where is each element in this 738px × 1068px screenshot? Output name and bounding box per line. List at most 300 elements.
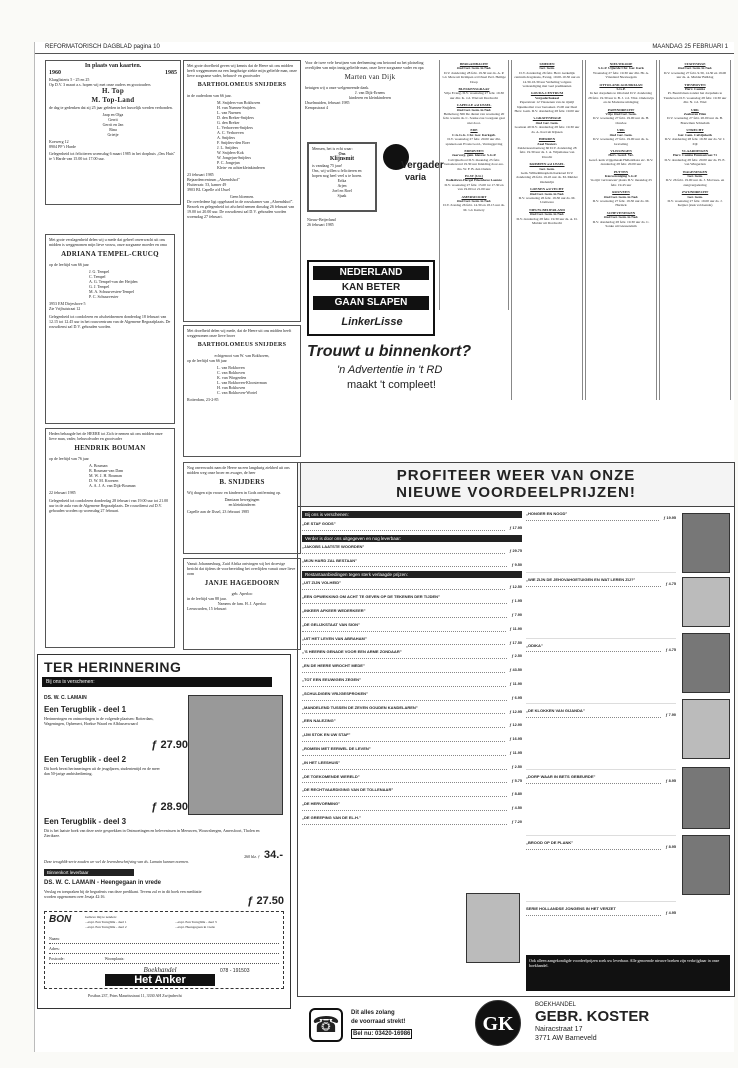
book-cover [682,513,730,573]
church-details: D.V. donderdag 28 febr. 19.30 uur ds. C. Sonke uit Giessendam [592,219,650,228]
promo-item-text [526,722,676,770]
thanks-address: Kempsstraat 4 [305,105,328,110]
order-form [44,911,284,989]
family-name: K. van Wingerden [217,375,247,380]
trouw-sub: 'n Advertentie in 't RD [337,364,443,376]
church-details: D.V. woensdag 27 febr. 9.30, 14.30 en 19.00 uur ds. A. Mulder Bidldag [663,70,727,80]
promo-item [302,746,522,756]
church-denomination: Oud Ger. Gem. [609,132,633,137]
vergader-logo [381,142,444,190]
upcoming-description: Verslag en toespraken bij de begrafenis van deze predikant. Tevens zal er in dit boek een meditatie worden opgenomen over Jesaja 42:16. [44,889,202,899]
promo-item-price: ƒ 2.50 [511,764,522,769]
promo-item-title: „EN DE HEERE WROCHT MEDE" [302,663,365,669]
promo-item [526,643,676,653]
family-name: W. Jongejan-Snijders [217,155,252,160]
promo-item-price: ƒ 8.95 [665,844,676,849]
church-details: D.V. Zondag 26 febr. 14.30 en 18.15 uur ds. M. v.d. Kettery [443,203,505,212]
card-text: Op D.V. 3 maart a.s. hopen wij met onze ouders en grootouders [49,82,151,87]
promo-item-price: ƒ 4.75 [665,581,676,586]
church-denomination: Kolkdreve-Hergel Eikenhove Laatste [446,178,502,183]
church-service [514,208,580,226]
family-name: L. van Nuenen [217,110,241,115]
bon-line: ...expl. Een Terugblik - deel 1 [85,920,127,924]
church-place: EDE [470,128,478,133]
obituary-date: 22 februari 1985 [49,490,76,495]
postcode-field[interactable]: Postcode: [49,956,65,961]
promo-item-title: „MANDELEND TUSSEN DE ZEVEN GOUDEN KANDELAREN" [302,704,418,710]
name-field[interactable]: Naam: [49,934,279,944]
church-place: 's-GRAVENHAGE [532,116,562,121]
church-details: D.V. 26 febr. 19.00 uur ds. J. Mol lees- en zangvergadering [665,178,725,187]
promo-item-text [526,591,676,639]
shop-phone: 078 - 191503 [220,968,250,974]
church-denomination: Zeehaven Elim [683,112,707,117]
church-service [442,103,506,125]
promo-item-title: „'S HEEREN GENADE VOOR EEN ARME ZONDAAR" [302,649,402,655]
church-details: Bethelweg 366 De dienst van woensdag 20 febr. waarin ds. C. Sonke zou voorgaan gaat niet door. [443,112,505,125]
promo-item [302,580,522,590]
family-name: en kleinkinderen [228,502,256,507]
obituary-age: op de leeftijd van 66 jaar [187,358,227,363]
obituary-sub: Wij dragen zijn vrouw en kinderen in Gods ontferming op. [187,490,282,495]
church-details: D.V. donderdag 28 febr. 20.00 uur ds. H. E. van Wingerden [664,157,726,167]
church-details: D.V. donderdag 26 febr. Herv. kerkelijk centrum dragdaans, Evang. 10.00-10.30 uur en 14.30-16.30 uur Verhaling volgens verkondiging met veel predikanten [514,70,580,89]
church-denomination: S.G.P. Uijterde Chr. Ger. Kerk [598,66,644,71]
church-details: D.V. woensdag 27 febr. 20.00 uur ds. B. Bouwman Schiedam [666,116,724,125]
phone-line-1: Dit alles zolang [351,1010,395,1016]
church-place: STAVENISSE [684,62,706,66]
bed-mid: KAN BETER [341,282,401,293]
phone-number[interactable]: Bel nu: 03420-16986 [353,1031,411,1037]
promo-item-price: ƒ 4.75 [665,647,676,652]
book-cover [682,577,730,627]
address-line: 3953 EM Dirjeshove 5 [49,301,86,306]
promo-item-price: ƒ 7.90 [665,713,676,718]
church-service [442,62,506,84]
obituary-place: Capelle aan de IJssel, 23 februari 1985 [187,509,250,514]
promo-list-right [526,511,676,991]
church-denomination: C.G.G.G. Chr. Ger. Kerkgeb. [452,132,496,137]
family-name: A. Snijders [217,135,235,140]
herinnering-bar: Bij ons is verschenen: [42,677,272,687]
book-title: Een Terugblik - deel 2 [44,755,127,764]
church-details: Vrije Evang. D.V. woensdag 27 febr. 19.30 uur dhr. K. v.d. Wiel uit Dordrecht [443,91,505,100]
author-photo [188,695,283,815]
shop-address: Postbus 237, Prins Mauritsstraat 11, 3330 AH Zwijndrecht [88,993,182,998]
church-service [442,128,506,146]
church-denomination: Oud Ger. Gem. in Ned. [603,215,639,220]
church-details: Calvijnschool D.V. maandag 25 febr. bezoekavond 19.30 uur Inleiding door ere. ths. W. F. B. den Ouden [444,157,504,171]
church-denomination: Ger. Gem. Calvijnkerk [677,132,713,137]
promo-item [526,511,676,521]
family-name: Gerrit [108,117,118,122]
church-denomination: Ger. Gem. [687,173,703,178]
birthday-date: 26 februari 1985 [307,222,334,227]
promo-item-title: „UIT HET LEVEN VAN ABRAHAM" [302,635,367,641]
church-details: Geref. kerk vrijgemaakt Hellenblaza etc. D.V. donderdag 28 febr. 20.00 uur [588,157,654,167]
promo-item-price: ƒ 6.95 [511,695,522,700]
church-denomination: Herv. Comite [684,87,706,92]
promo-item-price: ƒ 1.95 [511,599,522,604]
obituary-text: Gelegenheid tot condoleren en afscheidnemen donderdag 18 februari van 12.15 tot 12.45 uur in het rouwcentrum van de Algemene Begraafplaats. De rouwdienst zal D.V. gehouden worden. [49,314,171,329]
church-denomination: Oud Ger. Gem. in Ned. [529,191,565,196]
family-name: C. van Bokhoven [217,370,245,375]
author-name: DS. W. C. LAMAIN [44,695,87,701]
newspaper-page [34,42,734,1052]
card-obituary-brother [183,325,301,457]
family-name: A. C. Verhoeven [217,130,244,135]
church-place: ROUVEEN [612,190,630,195]
obituary-note: Geen bloemen. [229,194,255,199]
church-place: NIEUW-BEIJERLAND [529,207,565,212]
city-field[interactable]: Woonplaats: [104,956,125,961]
promo-advert [297,462,735,997]
promo-item [526,577,676,587]
book-price: ƒ 28.90 [151,801,188,813]
birthday-line: Mensen, het is echt waar: [312,146,353,151]
trouw-title: Trouwt u binnenkort? [307,343,472,360]
reception-text: Gelegenheid tot feliciteren woensdag 6 maart 1985 in het dorphuis „Ons Huis" te 't Harde van 15.00 tot 17.00 uur. [49,151,176,161]
church-details: In het dorpshuis te Ottoland D.V. donderdag 28 febr. 19.30 uur ir. B. J. v.d. Vlist. Onderwijs en de Moderne uitdaging [588,91,654,105]
church-denomination: Vrije Oud Ger. Gem. [605,112,637,117]
promo-item [302,594,522,604]
church-service [662,62,728,80]
birthday-line: Ons, wij willen u feliciteren en hopen nog heel veel u te horen. [312,168,363,178]
bed-title: NEDERLAND [313,266,429,280]
promo-item-price: ƒ 29.75 [509,548,522,553]
obituary-intro: Vanuit Johannesburg, Zuid Afrika ontvingen wij het droevige bericht dat tijdens de voorbereiding het overlijden vanuit onze lieve oom [187,561,296,576]
family-name: Grietje [107,132,119,137]
promo-item [302,622,522,632]
family-name: D. den Breker-Snijders [217,115,254,120]
church-service [588,211,654,229]
koster-name: GEBR. KOSTER [535,1008,650,1025]
promo-item-title: „EEN OPWEKKING OM ACHT TE GEVEN OP DE TEKENEN DER TIJDEN" [302,594,440,600]
promo-item-price: ƒ 4.95 [665,910,676,915]
church-place: HIERDEN [538,137,556,142]
herinnering-advert [37,654,291,1009]
church-details: D.V. woensdag 27 febr. 19.30 uur ds. M. Harinck [592,198,650,208]
card-obituary-hendrik-bouman-main [45,428,175,648]
trouw-advert [307,342,507,412]
promo-item [302,521,522,531]
birthday-footer [307,217,377,231]
church-place: TIENHOVEN [684,82,706,87]
header-right: MAANDAG 25 FEBRUARI 1 [652,44,728,50]
church-details: Woensdag 27 febr. 19.30 uur dhr. Hr. A. Vriesland Nieuwegein [593,70,649,80]
bed-advert [307,260,435,336]
church-service [588,128,654,146]
church-denomination: Oud Ger. Gem. in Ned. [677,66,713,71]
church-service [514,91,580,113]
church-denomination: Herv. Geref. Ver. [608,153,634,158]
promo-item-title: „IN HET LEESHUIS" [302,759,341,765]
promo-item-price: ƒ 11.90 [509,681,522,686]
family-name: L. van Bokhoven-Kloosterman [217,380,267,385]
card-thanks [305,60,435,138]
book-price: ƒ 27.90 [151,739,188,751]
address-line: Fluitersatr. 53, kamer 49 [187,182,227,187]
promo-item-price: ƒ 17.50 [509,640,522,645]
upcoming-title: DS. W. C. LAMAIN - Heengegaan in vrede [44,880,162,886]
obituary-sub: geb. Aperloo [231,591,253,596]
promo-item-price: ƒ 17.95 [509,526,522,530]
family-name: Rina [109,127,117,132]
koster-label: BOEKHANDEL [535,1002,577,1008]
promo-bar-1: Bij ons is verschenen: [302,511,522,518]
family-name: G. den Breker [217,120,240,125]
shop-name: Het Anker [105,974,215,986]
promo-item [526,906,676,916]
birthday-name: Klijnsmit [329,156,355,162]
church-place: PUTTEN [613,169,629,174]
bon-line: ...expl. Een Terugblik - deel 3 [175,920,217,924]
obituary-intro: Met droefheid delen wij mede, dat de Heere uit ons midden heeft weggenomen onze lieve broer [187,328,292,338]
church-place: URK [617,128,625,133]
card-birthday [307,142,377,212]
family-name: C. van Bokhoven-Wortel [217,390,258,395]
family-name: W. Snijders-Kok [217,150,244,155]
church-place: GOUDA-CENTRUM [530,91,564,96]
promo-item-title: „TOT EEN EEUWIGEN ZEGEN" [302,676,361,682]
promo-item-text [526,788,676,836]
year-start: 1960 [49,70,61,76]
promo-item-title: „JAKOBS LAATSTE WOORDEN" [302,543,365,549]
church-service [442,149,506,171]
promo-item-title: „IJM STOK EN UW STAF" [302,732,351,738]
church-details: D.V. woensdag 27 febr. 15.00 tot 17.30 en van 19.00 tot 21.00 uur [444,182,504,192]
address-line: 8904 PP 't Harde [49,144,76,149]
promo-item-price: ƒ 12.90 [509,723,522,728]
deceased-name: BARTHOLOMEUS SNIJDERS [197,342,287,348]
promo-item-title: „MIJN HARD ZAL BESTAAN" [302,557,358,563]
address-field[interactable]: Adres: [49,944,279,954]
church-place: SCHEVENINGEN [606,210,636,215]
promo-item [302,677,522,687]
church-denomination: Oud Ger. Gem. in Ned. [529,212,565,217]
promo-item [302,705,522,715]
church-service [662,128,728,146]
obituary-place: Rotterdam, 23-2-85 [187,397,219,402]
promo-item [302,608,522,618]
header-left: REFORMATORISCH DAGBLAD pagina 10 [45,44,160,50]
book-cover [682,767,730,829]
promo-item-text [526,525,676,573]
church-details: D.V. woensdag 26 febr. 19.30 uur ds. M. Uomwere [518,195,576,205]
church-details: D.V. woensdag 27 febr. 20.00 uur dhr. spreken een Evans Gord., Verslaggeving [445,137,503,146]
book-description: Dit boek bevat herinneringen uit de jeugdjaren, studententijd en de meer dan 50-jarige ambtsbediening. [44,766,160,776]
card-text: de dag te gedenken dat zij 25 jaar geleden in het huwelijk werden verbonden. [49,105,173,110]
promo-item [302,732,522,742]
church-service [588,170,654,188]
church-denomination: S.G.P. [616,87,626,92]
promo-item [302,815,522,825]
church-denomination: Kiesvereniging S.G.P. [604,173,638,178]
bon-line: ...expl. Een Terugblik - deel 2 [85,925,127,929]
trouw-tag: maakt 't compleet! [347,379,436,391]
family-name: M. A. Schuurvesten-Tempel [89,289,135,294]
church-place: LOENEN a/d VECHT [530,187,564,192]
church-details: 'in zijn' vertrouwen' plaats D.V. maandag 25 febr. 19.45 uur [590,178,652,187]
promo-item-price: ƒ 43.50 [509,668,522,673]
deceased-name: ADRIANA TEMPEL-CRUCQ [61,250,159,258]
promo-header [298,463,734,507]
church-place: NIEUWKOOP [609,62,633,66]
family-name: Erika [337,178,347,183]
card-place: Klaaglisterts 5 - 25 en 25 [49,77,90,82]
vergader-sub: varia [405,172,427,182]
church-place: SMEDEN [539,62,555,66]
card-anniversary [45,60,181,205]
promo-item-price: ƒ 12.95 [509,709,522,714]
promo-item-title: „UIT ZIJN VOLHEID" [302,580,342,586]
obituary-age: in de leeftijd van 88 jaar. [187,596,227,601]
promo-item-price: ƒ 5.75 [511,778,522,783]
family-name: P. C. Jongejan [217,160,240,165]
koster-city: 3771 AW Barneveld [535,1035,597,1042]
church-details: Gem. Wilhelminaplein Kerkzaal D.V. donderdag 26 febr. 19.45 uur ds. M. Mulder Oudenrijn [516,170,578,184]
family-name: Damiaan bewegingen [224,497,260,502]
church-place: CAPELLE a/d IJSSEL [456,103,492,108]
promo-item [526,774,676,784]
family-name: H. van Nuenen-Snijders [217,105,256,110]
thanks-place: IJsselmuiden, februari 1985 [305,100,350,105]
church-place: ZWIJNDRECHT [681,190,709,195]
book-cover [682,699,730,759]
church-denomination: Oud Ger. Gem. in Ned. [456,107,492,112]
promo-title-2: NIEUWE VOORDEELPRIJZEN! [396,484,636,501]
honoree-2: M. Top-Land [91,96,135,104]
family-name: A. G. Tempel-van der Heijden [89,279,138,284]
promo-item-title: „DE HERVORMING" [302,801,341,807]
card-obituary-adriana [45,234,175,424]
honoree-1: H. Top [101,87,125,95]
deceased-name: HENDRIK BOUMAN [74,444,146,452]
promo-item-price: ƒ 16.95 [509,737,522,742]
church-column-1 [439,60,509,310]
family-name: Klein- en achterkleinkinderen [217,165,265,170]
promo-item-price: ƒ 9.50 [511,562,522,567]
family-name: F. Snijders-den Boer [217,140,250,145]
book-description: Herinneringen en ontmoetingen in de volgende plaatsen: Rotterdam, Wageningen, Ophemert, Hoekse Waard en Alblasserwaard [44,716,154,726]
family-name: M. Snijders-van Bokhoven [217,100,261,105]
church-details: Goelaan 49 D.V. donderdag 28 febr. 19.30 uur ds. A. Kort uit Rijssen [514,125,580,134]
church-service [588,108,654,126]
bed-brand: LinkerLisse [341,316,403,328]
church-service [662,83,728,105]
obituary-intro: Met grote verslagenheid delen wij u mede dat geheel onverwacht uit ons midden is weggenomen mijn lieve vrouw, onze zorgzame moeder en oma [49,237,167,247]
promo-item-price: ƒ 8.80 [511,792,522,797]
promo-item-price: ƒ 12.50 [509,585,522,590]
church-place: WAGENINGEN [682,169,708,174]
church-service [588,83,654,105]
bon-title: BON [49,914,72,925]
promo-item-title: „SCHULDIGEN VRIJGESPROKEN" [302,690,368,696]
promo-item-title: „DORP WAAR IN BETS GEBEURDE" [526,774,596,780]
family-name: Gerrit en Jan [102,122,124,127]
address-line: Bejaardencentrum „Ahrendshof" [187,177,240,182]
family-name: Joel en Roel [332,188,352,193]
obituary-age: op de leeftijd van 76 jaar [49,456,89,461]
promo-item [302,691,522,701]
church-details: Pr. Beatrixlaan zonder het dorpshuis te Tienhoven D.V. woensdag 28 febr. 19.30 uur dhr. N. v.d. Wiel [663,91,727,105]
family-name: C. Tempel [89,274,106,279]
closing-note: Deze terugblik-serie zouden we wel de levensbeschrijving van ds. Lamain kunnen noemen. [44,859,189,864]
promo-item-price: ƒ 11.95 [509,750,522,755]
church-denomination: Zaal Westers [537,141,557,146]
promo-bar-2: Verder is door ons uitgegeven en nog leverbaar: [302,535,522,542]
church-denomination: Ger. Gem. [539,166,555,171]
church-denomination: Jaarverg. gem. kiesver. S.G.P. [451,153,497,158]
church-place: BLESKENSGRAAF [458,87,490,92]
family-name: A. A. J. A. van Dijk-Bouman [89,483,136,488]
family-name: L. van Bokhoven [217,365,245,370]
book-price: 34.- [264,849,283,861]
address-line: Zie Vrijhuistraat 12 [49,306,81,311]
family-name: A. Bouman [89,463,108,468]
church-service [662,108,728,126]
bed-foot: GAAN SLAPEN [313,296,429,310]
church-denomination: Ger. Gem. [539,66,555,71]
promo-item-title: „INKEER AFKEER WEDERKEER" [302,607,366,613]
church-details: D.V. woensdag 27 febr. 19.00 uur ds. H. Ouwlee [592,116,650,125]
church-place: PAPENDRECHT [607,107,635,112]
church-service [514,187,580,205]
bon-line: Gelieve mij te zenden: [85,915,117,919]
family-name: Namens de fam. H. J. Aperloo [217,601,267,606]
promo-item-price: ƒ 7.20 [511,819,522,824]
church-details: D.V. donderdag 28 febr. 19.30 uur ds. A. P. v.d. Mere uit Krimpen a/d IJssel Perl. Heilige Doop [442,70,506,84]
card-obituary-b-snijders [183,462,301,554]
promo-item-title: „ROMEIN MET EERWEL DE LEVEN" [302,745,371,751]
church-place: BERGAMBACHT [459,62,489,66]
address-line: 3903 BL Capelle a/d IJssel [187,187,230,192]
church-column-4 [659,60,731,400]
promo-item [526,840,676,850]
obituary-place: Leeuwarden, 15 februari [187,606,227,611]
promo-item [302,760,522,770]
family-name: J. G. Tempel [89,269,110,274]
church-service [662,170,728,188]
family-name: G. J. Tempel [89,284,110,289]
family-name: L. Verhoeven-Snijders [217,125,253,130]
thanks-intro: Voor de twee vele bewijzen van deelneming ons betoond na het plotseling overlijden van mijn innig geliefde man, onze lieve zorgzame vader en opa [305,60,424,70]
promo-item-title: „DE STAF GODS" [302,521,336,526]
promo-item [302,544,522,554]
book-title: Een Terugblik - deel 3 [44,817,127,826]
year-end: 1985 [165,70,177,76]
church-service [442,87,506,100]
church-details: D.V. woensdag 27 febr. 19.00 uur ds. J. Keijzer (ziek voldoende) [667,198,723,208]
promo-item-price: ƒ 11.90 [509,626,522,631]
deceased-name: B. SNIJDERS [219,478,265,486]
church-column-3 [585,60,657,400]
promo-item-title: SERIE HOLLANDSE JONGENS IN HET VERZET [526,905,616,911]
promo-item [302,558,522,568]
family-name: M. W. J. H. Bouman [89,473,122,478]
promo-bar-3: Restantaanbiedingen tegen sterk verlaagde prijzen: [302,571,522,578]
obituary-text: Gelegenheid tot condoleren donderdag 28 februari van 19.00 uur tot 21.00 uur in de aula van de Algemene Begraafplaats. De rouwdienst zal D.V. gehouden worden op woensdag 27 februari. [49,498,169,513]
phone-line-2: de voorraad strekt! [351,1019,406,1025]
address-line: Koewerg 12 [49,139,69,144]
book-title: Een Terugblik - deel 1 [44,705,127,714]
church-service [514,162,580,184]
family-name: Jaap en Olga [102,112,124,117]
obituary-intro: Nog onverwacht nam de Heere na een langdurig ziekbed uit ons midden weg onze broer en zwager, de heer [187,465,290,475]
church-details: Paperstraat 12 Viaszenen van de rijstijl bijeenkomst voor bezoeken 15.00 uur Deel Herv. Gem. D.V. donderdag 28 febr. 19.00 uur [514,100,580,114]
promo-item [526,708,676,718]
church-denomination: Ger. Gem. [687,194,703,199]
